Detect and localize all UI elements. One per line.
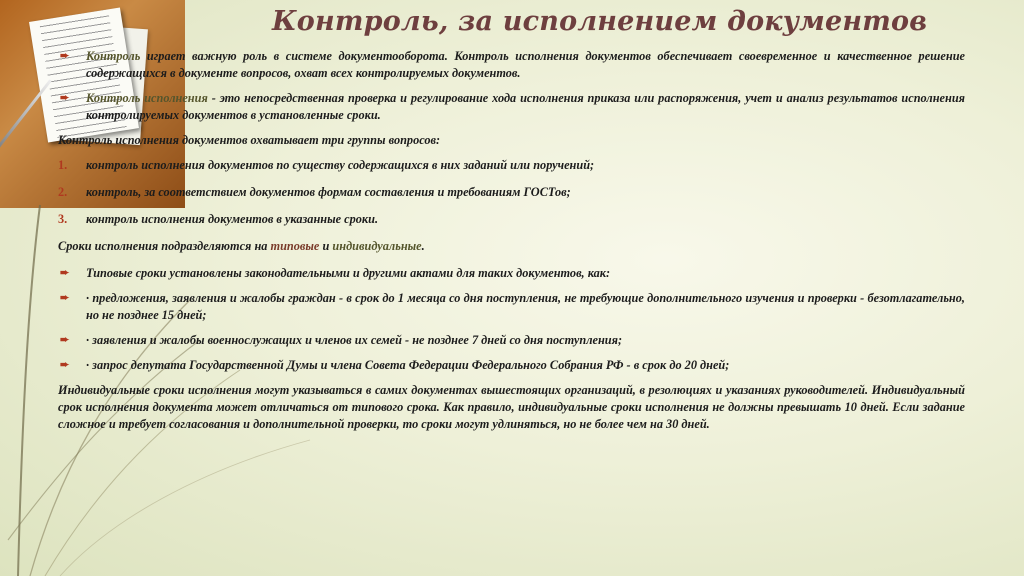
term-control-execution: Контроль исполнения [86, 91, 208, 105]
bullet-item: ➨ Типовые сроки установлены законодательными и другими актами для таких документов, как: [60, 266, 611, 280]
term-individual: индивидуальные [332, 239, 422, 253]
group-number: 2. [58, 185, 68, 199]
page-title: Контроль, за исполнением документов [272, 6, 928, 37]
group-item-3 [58, 211, 965, 228]
right-arrow-bullet-icon: ➨ [60, 50, 70, 62]
group-text: контроль исполнения документов по существу содержащихся в них заданий или поручений; [86, 158, 595, 172]
group-item-2 [58, 184, 965, 201]
paragraph-individual-deadlines: Индивидуальные сроки исполнения могут указываться в самих документах вышестоящих организаций, в резолюциях и указаниях руководителей. Индивидуальный срок исполнения документа может отличаться от типового срока. Как правило, индивидуальные сроки исполнения не должны превышать 10 дней. Если задание сложное и требует согласования и дополнительной проверки, то сроки могут удлиняться, но не более чем на 30 дней. [58, 383, 965, 431]
paragraph-deadline-types: Сроки исполнения подразделяются на типовые и индивидуальные. [58, 239, 425, 253]
term-control: Контроль [86, 49, 141, 63]
paragraph-control-execution-text: - это непосредственная проверка и регулирование хода исполнения приказа или распоряжения, учет и анализ результатов исполнения контролируемых документов в установленные сроки. [86, 91, 965, 122]
bullet-item: ➨ · предложения, заявления и жалобы граждан - в срок до 1 месяца со дня поступления, не требующие дополнительного изучения и проверки - безотлагательно, но не позднее 15 дней; [60, 291, 965, 322]
group-number: 3. [58, 212, 68, 226]
bullet-item: ➨ · заявления и жалобы военнослужащих и членов их семей - не позднее 7 дней со дня поступления; [60, 333, 623, 347]
right-arrow-bullet-icon: ➨ [60, 359, 70, 371]
right-arrow-bullet-icon: ➨ [60, 334, 70, 346]
group-item-1 [58, 157, 965, 174]
term-typical: типовые [270, 239, 320, 253]
paragraph-control [58, 48, 965, 82]
bullet-item: ➨ · запрос депутата Государственной Думы и члена Совета Федерации Федерального Собрания РФ - в срок до 20 дней; [60, 358, 730, 372]
right-arrow-bullet-icon: ➨ [60, 267, 70, 279]
right-arrow-bullet-icon: ➨ [60, 92, 70, 104]
paragraph-control-text: играет важную роль в системе документооборота. Контроль исполнения документов обеспечивает своевременное и качественное решение содержащихся в документе вопросов, охват всех контролируемых документов. [86, 49, 965, 80]
paragraph-groups-intro: Контроль исполнения документов охватывает три группы вопросов: [58, 133, 441, 147]
group-text: контроль исполнения документов в указанные сроки. [86, 212, 379, 226]
group-text: контроль, за соответствием документов формам составления и требованиям ГОСТов; [86, 185, 571, 199]
paragraph-control-execution [58, 90, 965, 124]
group-number: 1. [58, 158, 68, 172]
document-body [58, 48, 965, 433]
right-arrow-bullet-icon: ➨ [60, 292, 70, 304]
